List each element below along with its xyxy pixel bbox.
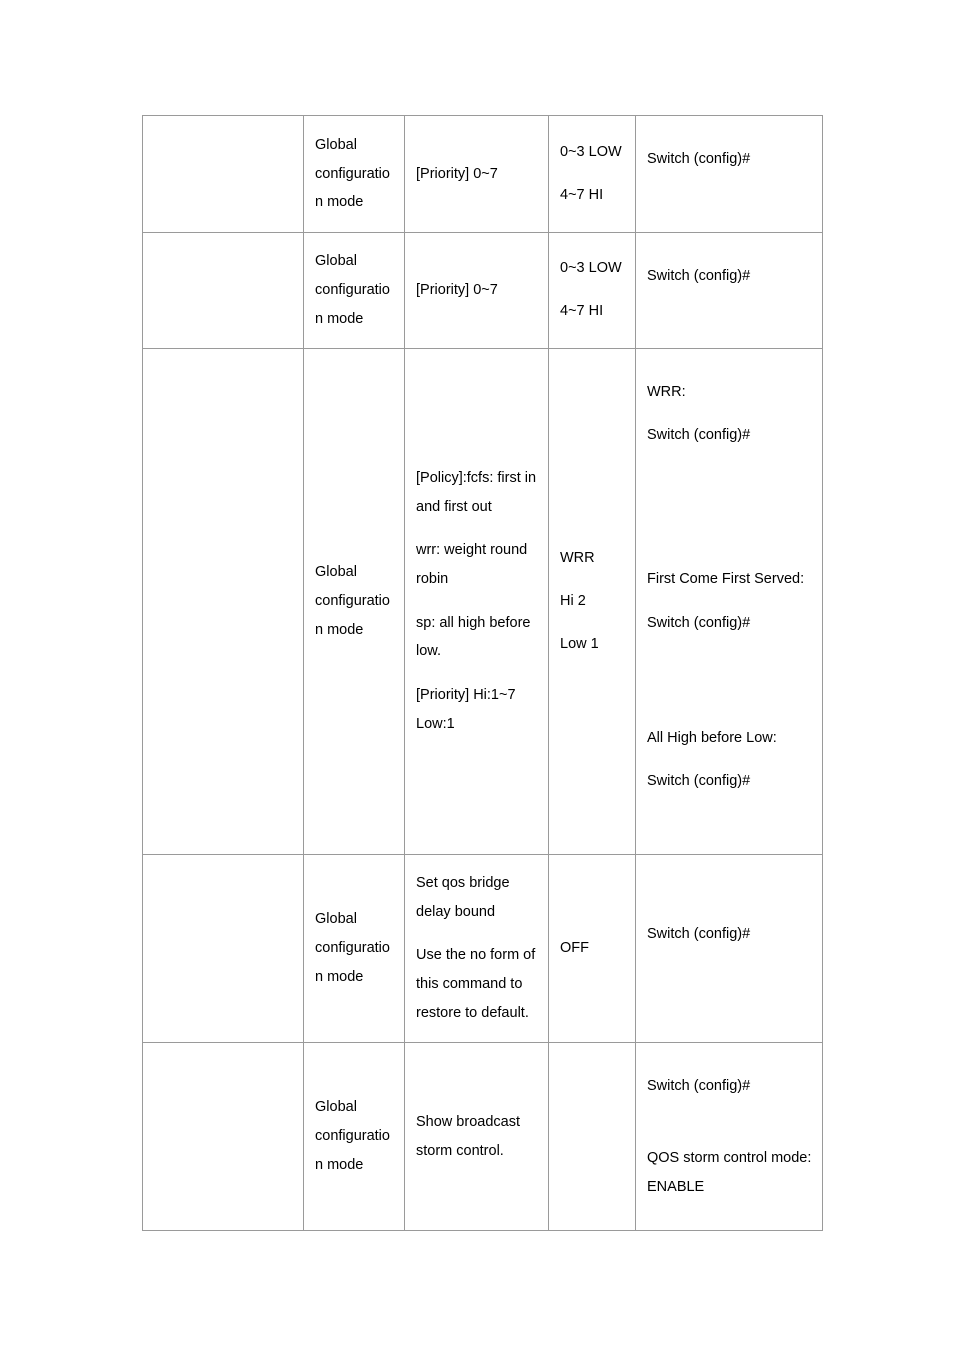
mode-cell-line: Global xyxy=(315,911,357,927)
example-cell-line: Switch (config)# xyxy=(647,773,751,789)
parameter-cell-line: [Policy]:fcfs: first in xyxy=(416,470,537,486)
parameter-cell-line: [Priority] 0~7 xyxy=(416,282,498,298)
row-divider xyxy=(142,854,823,855)
mode-cell-line: configuratio xyxy=(315,940,390,956)
mode-cell-line: Global xyxy=(315,1099,357,1115)
example-cell-line: ENABLE xyxy=(647,1179,705,1195)
column-divider xyxy=(303,115,304,1231)
mode-cell-line: Global xyxy=(315,564,357,580)
example-cell-line: Switch (config)# xyxy=(647,615,751,631)
parameter-cell-line: restore to default. xyxy=(416,1005,529,1021)
example-cell-line: Switch (config)# xyxy=(647,926,751,942)
example-cell-line: Switch (config)# xyxy=(647,427,751,443)
parameter-cell-line: sp: all high before xyxy=(416,615,531,631)
parameter-cell-line: [Priority] 0~7 xyxy=(416,166,498,182)
parameter-cell-line: [Priority] Hi:1~7 xyxy=(416,687,516,703)
column-divider xyxy=(404,115,405,1231)
parameter-cell-line: Set qos bridge xyxy=(416,875,510,891)
table-border-left xyxy=(142,115,143,1231)
parameter-cell-line: Low:1 xyxy=(416,716,455,732)
default-cell-line: Low 1 xyxy=(560,636,599,652)
column-divider xyxy=(635,115,636,1231)
table-border-bottom xyxy=(142,1230,823,1231)
example-cell-line: Switch (config)# xyxy=(647,1078,751,1094)
example-cell-line: WRR: xyxy=(647,384,686,400)
mode-cell-line: configuratio xyxy=(315,1128,390,1144)
parameter-cell-line: Use the no form of xyxy=(416,947,536,963)
row-divider xyxy=(142,348,823,349)
default-cell-line: OFF xyxy=(560,940,589,956)
example-cell-line: Switch (config)# xyxy=(647,151,751,167)
parameter-cell-line: Show broadcast xyxy=(416,1114,520,1130)
parameter-cell-line: delay bound xyxy=(416,904,496,920)
default-cell-line: WRR xyxy=(560,550,595,566)
mode-cell-line: configuratio xyxy=(315,282,390,298)
row-divider xyxy=(142,232,823,233)
mode-cell-line: n mode xyxy=(315,969,364,985)
mode-cell-line: Global xyxy=(315,137,357,153)
parameter-cell-line: wrr: weight round xyxy=(416,542,528,558)
row-divider xyxy=(142,1042,823,1043)
example-cell-line: Switch (config)# xyxy=(647,268,751,284)
column-divider xyxy=(548,115,549,1231)
mode-cell-line: n mode xyxy=(315,1157,364,1173)
default-cell-line: 4~7 HI xyxy=(560,187,604,203)
table-border-top xyxy=(142,115,823,116)
mode-cell-line: n mode xyxy=(315,311,364,327)
mode-cell-line: Global xyxy=(315,253,357,269)
parameter-cell-line: low. xyxy=(416,643,441,659)
table-border-right xyxy=(822,115,823,1231)
default-cell-line: 0~3 LOW xyxy=(560,260,622,276)
mode-cell-line: configuratio xyxy=(315,593,390,609)
default-cell-line: 4~7 HI xyxy=(560,303,604,319)
mode-cell-line: configuratio xyxy=(315,166,390,182)
parameter-cell-line: and first out xyxy=(416,499,492,515)
parameter-cell-line: storm control. xyxy=(416,1143,504,1159)
default-cell-line: Hi 2 xyxy=(560,593,586,609)
parameter-cell-line: this command to xyxy=(416,976,523,992)
example-cell-line: QOS storm control mode: xyxy=(647,1150,812,1166)
example-cell-line: First Come First Served: xyxy=(647,571,805,587)
mode-cell-line: n mode xyxy=(315,622,364,638)
parameter-cell-line: robin xyxy=(416,571,449,587)
example-cell-line: All High before Low: xyxy=(647,730,777,746)
mode-cell-line: n mode xyxy=(315,194,364,210)
default-cell-line: 0~3 LOW xyxy=(560,144,622,160)
